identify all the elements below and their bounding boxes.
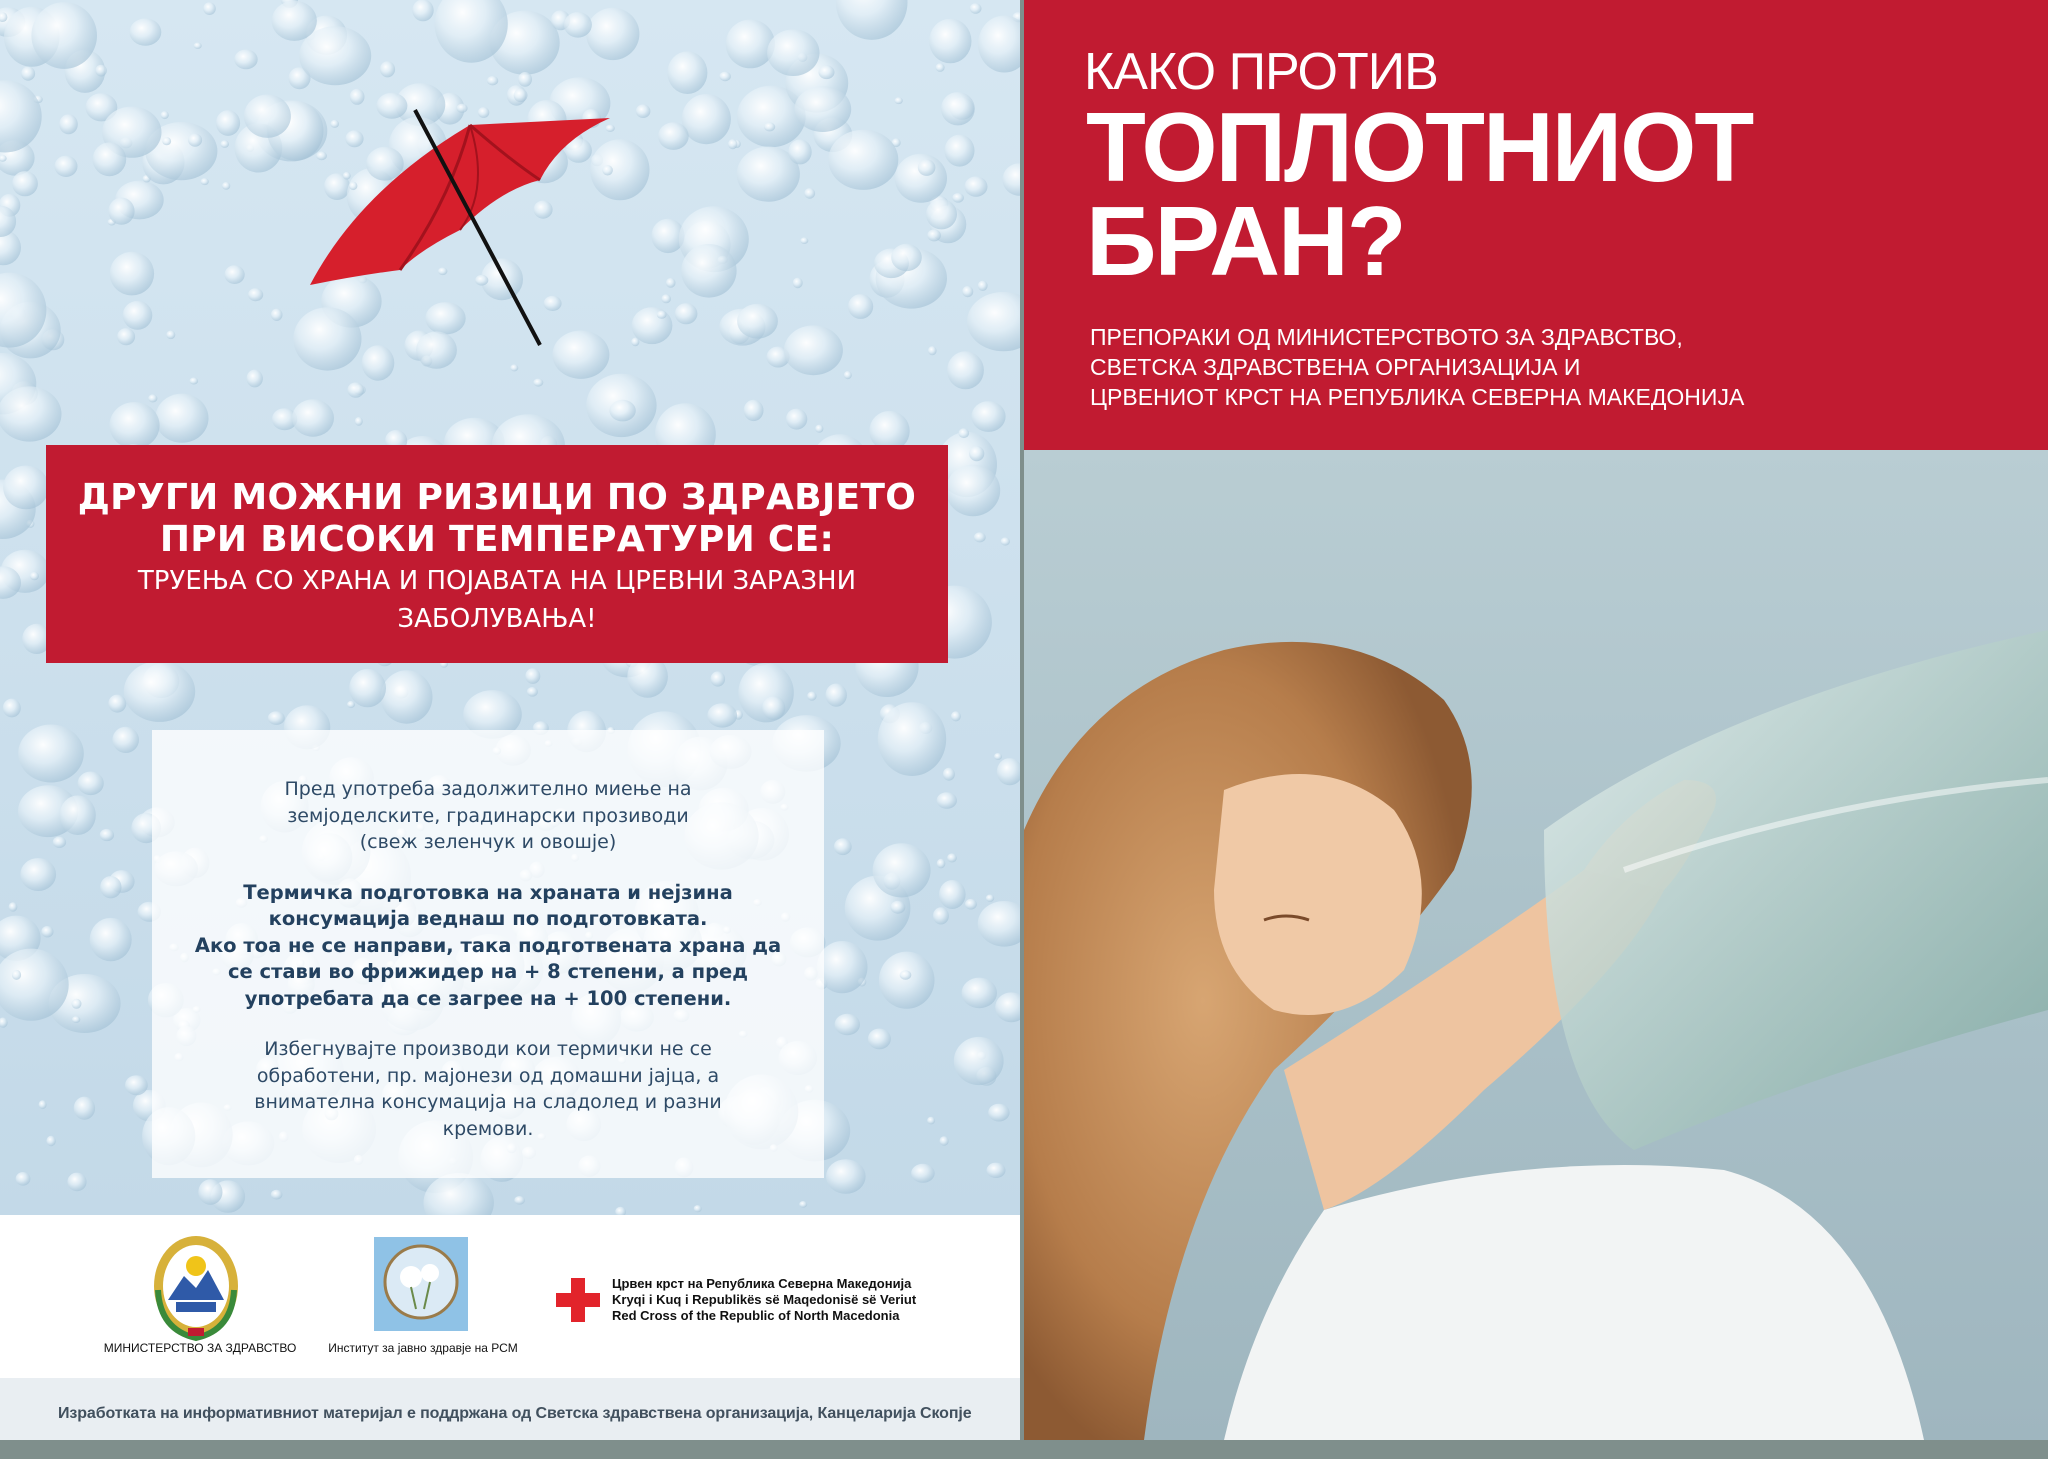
- water-droplet: [951, 711, 961, 721]
- water-droplet: [201, 178, 209, 185]
- left-panel: [0, 0, 1020, 1440]
- water-droplet: [762, 696, 785, 720]
- water-droplet: [533, 379, 543, 387]
- water-droplet: [12, 171, 38, 196]
- water-droplet: [879, 952, 935, 1009]
- water-droplet: [719, 72, 731, 82]
- water-droplet: [30, 572, 39, 580]
- water-droplet: [817, 941, 868, 993]
- red-cross-name: [612, 1276, 942, 1324]
- water-droplet: [826, 684, 847, 707]
- advice-line: Пред употреба задолжително миење на: [284, 778, 692, 800]
- red-cross-name-mk: Црвен крст на Република Северна Македонија: [612, 1276, 912, 1291]
- water-droplet: [166, 331, 175, 340]
- water-droplet: [988, 1104, 1009, 1122]
- water-droplet: [355, 417, 363, 426]
- water-droplet: [918, 159, 936, 176]
- water-droplet: [844, 371, 852, 379]
- water-droplet: [347, 701, 355, 708]
- water-droplet: [95, 65, 106, 77]
- water-droplet: [41, 926, 53, 937]
- water-droplet: [527, 687, 538, 697]
- water-droplet: [744, 400, 764, 421]
- water-droplet: [675, 303, 698, 324]
- red-umbrella-icon: [300, 100, 630, 350]
- water-droplet: [728, 139, 737, 149]
- water-droplet: [970, 3, 982, 14]
- water-droplet: [59, 114, 78, 134]
- advice-line: (свеж зеленчук и овошје): [359, 831, 617, 853]
- water-droplet: [16, 1172, 31, 1186]
- water-droplet: [9, 902, 18, 911]
- water-droplet: [943, 768, 955, 781]
- water-droplet: [726, 20, 775, 69]
- advice-line: внимателна консумација на сладолед и разни: [254, 1091, 722, 1113]
- water-droplet: [203, 2, 216, 15]
- water-droplet: [247, 370, 263, 388]
- water-droplet: [631, 338, 639, 347]
- red-cross-name-sq: Kryqi i Kuq i Republikës së Maqedonisë së Veriut: [612, 1292, 917, 1307]
- header-subtitle: [1090, 322, 1744, 412]
- water-droplet: [965, 899, 977, 910]
- logo-strip: [0, 1215, 1020, 1378]
- water-droplet: [272, 1, 317, 41]
- advice-line: Избегнувајте производи кои термички не се: [264, 1038, 712, 1060]
- water-droplet: [380, 61, 395, 77]
- water-droplet: [3, 699, 21, 718]
- water-droplet: [162, 137, 171, 145]
- water-droplet: [487, 76, 498, 85]
- water-droplet: [125, 1075, 148, 1095]
- water-droplet: [100, 876, 121, 898]
- advice-line: се стави во фрижидер на + 8 степени, а пред: [227, 960, 749, 983]
- water-droplet: [737, 304, 778, 339]
- water-droplet: [804, 188, 815, 199]
- water-droplet: [939, 880, 966, 909]
- water-droplet: [0, 386, 61, 441]
- water-droplet: [194, 43, 202, 49]
- water-droplet: [835, 1014, 860, 1035]
- water-droplet: [694, 1205, 702, 1212]
- water-droplet: [123, 301, 153, 330]
- water-droplet: [349, 669, 386, 707]
- water-droplet: [161, 111, 169, 119]
- water-droplet: [234, 50, 257, 70]
- water-droplet: [93, 142, 127, 176]
- water-droplet: [941, 92, 975, 125]
- water-droplet: [525, 668, 540, 684]
- water-droplet: [828, 130, 898, 190]
- water-droplet: [112, 727, 139, 753]
- advice-line: употребата да се загрее на + 100 степени.: [244, 986, 732, 1010]
- water-droplet: [564, 12, 592, 38]
- right-panel: [1024, 0, 2048, 1440]
- water-droplet: [39, 1100, 47, 1109]
- water-droplet: [927, 1117, 935, 1125]
- water-droplet: [926, 199, 957, 229]
- advice-line: обработени, пр. мајонези од домашни јајца, а: [256, 1064, 720, 1087]
- water-droplet: [220, 140, 229, 148]
- water-droplet: [53, 837, 66, 848]
- coat-of-arms-emblem-icon: [150, 1230, 242, 1342]
- header-subtitle-line: СВЕТСКА ЗДРАВСТВЕНА ОРГАНИЗАЦИЈА И: [1090, 354, 1581, 380]
- water-droplet: [268, 711, 285, 725]
- water-droplet: [586, 8, 639, 60]
- water-droplet: [962, 978, 997, 1009]
- water-droplet: [78, 772, 104, 796]
- risk-sub-line1: ТРУЕЊА СО ХРАНА И ПОЈАВАТА НА ЦРЕВНИ ЗАРАЗНИ: [137, 566, 857, 596]
- water-droplet: [952, 193, 964, 203]
- water-droplet: [929, 19, 971, 64]
- water-droplet: [636, 104, 651, 118]
- water-droplet: [110, 252, 154, 296]
- risk-sub-line2: ЗАБОЛУВАЊА!: [397, 604, 597, 634]
- water-droplet: [188, 134, 202, 147]
- advice-line: Термичка подготовка на храната и нејзина: [243, 880, 733, 904]
- water-droplet: [878, 702, 946, 776]
- water-droplet: [148, 394, 157, 402]
- water-droplet: [682, 94, 731, 144]
- water-droplet: [31, 2, 97, 69]
- water-droplet: [216, 110, 240, 136]
- water-droplet: [793, 278, 803, 289]
- water-droplet: [222, 182, 230, 190]
- water-droplet: [100, 829, 114, 841]
- water-droplet: [510, 364, 518, 371]
- water-droplet: [945, 135, 975, 167]
- water-droplet: [72, 1016, 80, 1023]
- footer-note: Изработката на информативниот материјал е поддржана од Светска здравствена организација, Канцеларија Скопје: [58, 1405, 972, 1422]
- water-droplet: [381, 670, 433, 723]
- water-droplet: [962, 286, 973, 297]
- water-droplet: [661, 294, 671, 303]
- water-droplet: [681, 244, 736, 298]
- water-droplet: [72, 999, 82, 1009]
- water-droplet: [848, 294, 873, 319]
- advice-line: земјоделските, градинарски прозиводи: [287, 804, 689, 827]
- water-droplet: [124, 661, 195, 722]
- water-droplet: [117, 328, 135, 345]
- water-droplet: [971, 401, 1005, 432]
- advice-line: кремови.: [442, 1117, 534, 1140]
- water-droplet: [667, 51, 707, 94]
- headline-small: КАКО ПРОТИВ: [1084, 43, 1438, 101]
- water-droplet: [518, 72, 532, 87]
- water-droplet: [895, 97, 903, 104]
- water-droplet: [155, 394, 208, 443]
- water-droplet: [67, 1173, 86, 1192]
- water-droplet: [927, 229, 941, 241]
- advice-line: Ако тоа не се направи, така подготвената храна да: [194, 933, 782, 957]
- water-droplet: [90, 918, 132, 961]
- water-droplet: [965, 176, 988, 196]
- advice-box: [152, 730, 824, 1178]
- water-droplet: [987, 1163, 1006, 1178]
- water-droplet: [873, 843, 931, 897]
- water-droplet: [986, 895, 994, 902]
- water-droplet: [946, 465, 1000, 517]
- water-droplet: [794, 86, 851, 132]
- water-droplet: [108, 198, 134, 225]
- water-droplet: [347, 382, 364, 397]
- water-droplet: [815, 425, 823, 433]
- water-droplet: [244, 95, 291, 138]
- water-droplet: [658, 122, 689, 150]
- header-subtitle-line: ПРЕПОРАКИ ОД МИНИСТЕРСТВОТО ЗА ЗДРАВСТВО,: [1090, 324, 1683, 350]
- water-droplet: [928, 346, 937, 355]
- headline-large: [1086, 92, 1753, 296]
- water-droplet: [799, 1201, 807, 1208]
- water-droplet: [868, 1029, 891, 1050]
- water-droplet: [788, 139, 811, 164]
- water-droplet: [800, 237, 808, 244]
- advice-line: консумација веднаш по подготовката.: [268, 907, 708, 930]
- water-droplet: [947, 351, 984, 389]
- water-droplet: [978, 281, 988, 291]
- dandelion-logo-icon: [374, 1237, 468, 1331]
- risk-title-line2: ПРИ ВИСОКИ ТЕМПЕРАТУРИ СЕ:: [159, 519, 835, 560]
- advice-paragraph-washing: [152, 776, 824, 856]
- water-droplet: [190, 378, 199, 385]
- water-droplet: [937, 792, 957, 809]
- water-droplet: [1001, 537, 1010, 545]
- water-droplet: [834, 838, 852, 855]
- water-droplet: [248, 288, 263, 301]
- water-droplet: [974, 532, 986, 542]
- header-band: [1024, 0, 2048, 450]
- water-droplet: [21, 67, 35, 81]
- water-droplet: [994, 753, 1002, 760]
- water-droplet: [911, 1164, 935, 1183]
- water-droplet: [74, 1097, 95, 1120]
- water-droplet: [891, 244, 922, 271]
- water-droplet: [937, 859, 946, 869]
- water-droplet: [108, 695, 126, 713]
- water-droplet: [292, 399, 334, 436]
- water-droplet: [225, 265, 245, 284]
- water-droplet: [271, 309, 283, 321]
- advice-paragraph-cooking: [152, 880, 824, 1013]
- institute-label: Институт за јавно здравје на РСМ: [328, 1341, 518, 1355]
- water-droplet: [362, 345, 395, 380]
- water-droplet: [807, 692, 816, 701]
- red-cross-icon: [556, 1278, 600, 1322]
- headline-large-line1: ТОПЛОТНИОТ: [1086, 92, 1753, 202]
- water-droplet: [936, 63, 945, 72]
- water-droplet: [109, 402, 159, 449]
- water-droplet: [55, 156, 78, 177]
- water-droplet: [18, 725, 84, 783]
- risk-banner: [46, 445, 948, 663]
- water-droplet: [3, 466, 49, 510]
- water-droplet: [46, 1136, 55, 1146]
- water-droplet: [514, 1196, 525, 1205]
- water-droplet: [954, 1037, 1004, 1085]
- water-droplet: [666, 278, 676, 288]
- water-droplet: [969, 446, 984, 461]
- water-droplet: [895, 154, 947, 203]
- water-droplet: [959, 428, 970, 438]
- ministry-label: МИНИСТЕРСТВО ЗА ЗДРАВСТВО: [103, 1341, 297, 1355]
- water-droplet: [819, 65, 835, 79]
- headline-large-line2: БРАН?: [1086, 186, 1405, 296]
- risk-title-line1: ДРУГИ МОЖНИ РИЗИЦИ ПО ЗДРАВЈЕТО: [77, 477, 917, 518]
- water-droplet: [657, 311, 667, 319]
- water-droplet: [767, 29, 819, 76]
- water-droplet: [933, 907, 949, 924]
- water-droplet: [130, 18, 162, 45]
- water-droplet: [711, 671, 726, 686]
- girl-drinking-water-photo: [1024, 450, 2048, 1440]
- advice-paragraph-avoid: [152, 1036, 824, 1142]
- water-droplet: [412, 0, 433, 21]
- water-droplet: [20, 858, 56, 891]
- water-droplet: [947, 853, 957, 862]
- water-droplet: [60, 795, 96, 835]
- water-droplet: [940, 1136, 949, 1146]
- red-cross-name-en: Red Cross of the Republic of North Macedonia: [612, 1308, 900, 1323]
- water-droplet: [198, 1179, 222, 1205]
- water-droplet: [764, 122, 775, 131]
- header-subtitle-line: ЦРВЕНИОТ КРСТ НА РЕПУБЛИКА СЕВЕРНА МАКЕДОНИЈА: [1090, 384, 1745, 410]
- water-droplet: [900, 970, 912, 979]
- water-droplet: [786, 409, 807, 430]
- water-droplet: [784, 325, 843, 375]
- water-droplet: [826, 1159, 866, 1194]
- water-droplet: [609, 400, 635, 422]
- water-droplet: [12, 970, 21, 980]
- water-droplet: [271, 1190, 283, 1200]
- water-droplet: [707, 703, 737, 727]
- water-droplet: [891, 901, 906, 914]
